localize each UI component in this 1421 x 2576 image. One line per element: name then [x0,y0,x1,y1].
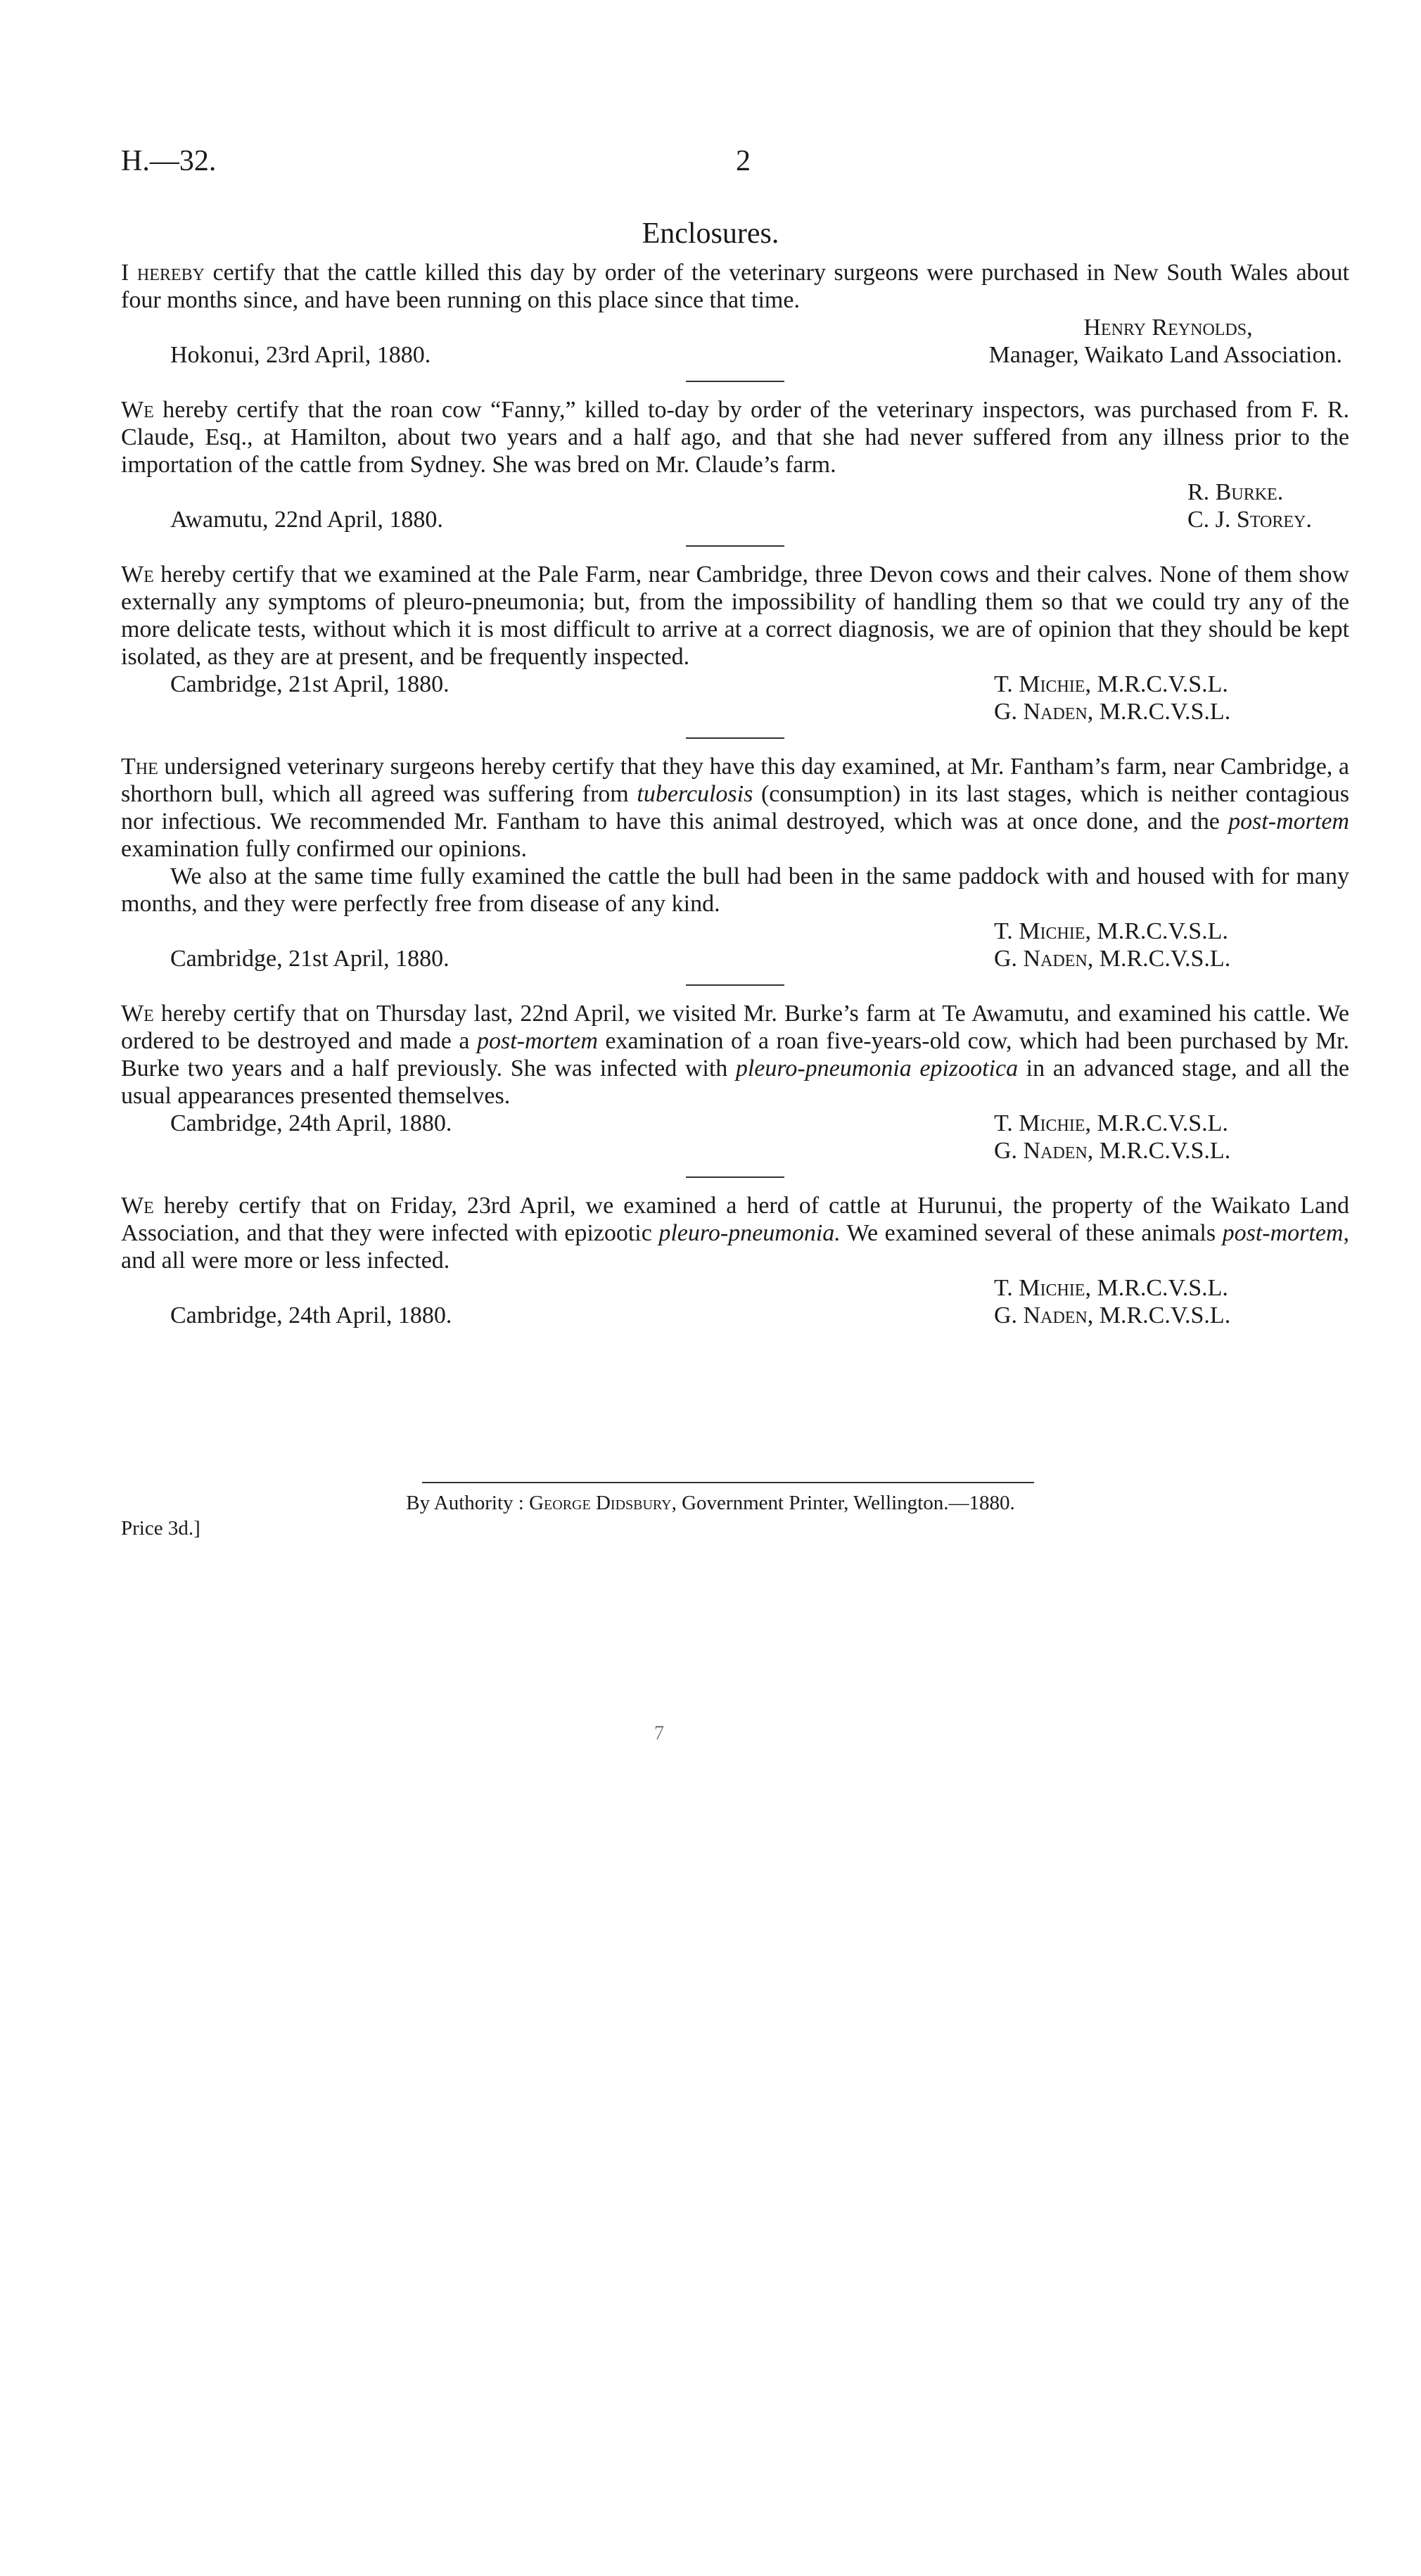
signature-row [121,478,1349,506]
section-divider [686,545,784,547]
section-divider [686,737,784,739]
certificate-reynolds [121,259,1349,369]
signatory-naden: G. Naden, M.R.C.V.S.L. [994,699,1231,725]
signature-row [121,918,1349,945]
certificate-burke-storey [121,396,1349,533]
emphasis-term: post-mortem [1228,808,1349,835]
place-date: Hokonui, 23rd April, 1880. [170,342,431,368]
certificate-body: certify that the cattle killed this day by order of the veterinary surgeons were purchased in New South Wales about four months since, and have been running on this place since that time. [121,260,1349,313]
certificate-lead: I hereby [121,260,205,286]
section-divider [686,1176,784,1178]
printer-imprint: By Authority : George Didsbury, Government Printer, Wellington.—1880. [406,1492,1015,1514]
place-date-row [121,671,1349,725]
signatory-michie: T. Michie, M.R.C.V.S.L. [994,671,1228,697]
certificate-text [121,259,1349,314]
certificate-burke-farm [121,1000,1349,1165]
place-date-row [121,341,1349,369]
certificate-pale-farm [121,561,1349,725]
signatory-name: C. J. Storey. [1187,507,1312,533]
page-header [121,144,1349,186]
place-date: Cambridge, 24th April, 1880. [170,1110,452,1136]
certificate-text [121,396,1349,478]
emphasis-term: post-mortem [477,1028,598,1054]
section-title: Enclosures. [642,217,779,250]
certificate-lead: We [121,1193,154,1219]
certificate-paragraph-2: We also at the same time fully examined the cattle the bull had been in the same paddock with and housed with for many months, and they were perfectly free from disease of any kind. [121,863,1349,917]
place-date-row [121,506,1349,533]
emphasis-term: pleuro-pneumonia. [658,1220,841,1246]
emphasis-term: pleuro-pneumonia epizootica [735,1055,1019,1081]
section-divider [686,381,784,382]
certificate-text: We hereby certify that on Thursday last, 22nd April, we visited Mr. Burke’s farm at Te Awamutu, and examined his cattle. We ordered to be destroyed and made a post-mortem examination of a roan five-years-old cow, which had been purchased by Mr. Burke two years and a half previously. She was infected with pleuro-pneumonia epizootica in an advanced stage, and all the usual appearances presented themselves. [121,1001,1350,1109]
signatory-michie: T. Michie, M.R.C.V.S.L. [994,1275,1228,1301]
place-date: Cambridge, 24th April, 1880. [170,1302,452,1328]
certificate-text: The undersigned veterinary surgeons hereby certify that they have this day examined, at Mr. Fantham’s farm, near Cambridge, a shorthorn bull, which all agreed was suffering from tuberculosis (consumption) in its last stages, which is neither contagious nor infectious. We recommended Mr. Fantham to have this animal destroyed, which was at once done, and the post-mortem examination fully confirmed our opinions. [121,754,1349,862]
section-divider [686,984,784,986]
footer-rule [422,1482,1034,1483]
document-code: H.—32. [121,145,217,177]
place-date: Cambridge, 21st April, 1880. [170,946,450,972]
certificate-lead: We [121,1001,154,1027]
certificate-hurunui [121,1192,1349,1329]
signature-row [121,314,1349,341]
signatory-naden: G. Naden, M.R.C.V.S.L. [994,1138,1231,1164]
certificate-fantham-farm [121,753,1349,972]
price-label: Price 3d.] [121,1517,200,1540]
signatory-name: R. Burke. [1187,479,1284,505]
page-number: 2 [736,145,751,177]
signatory-title: Manager, Waikato Land Association. [988,342,1342,368]
signature-row [121,1274,1349,1302]
certificate-body: hereby certify that the roan cow “Fanny,” killed to-day by order of the veterinary inspectors, was purchased from F. R. Claude, Esq., at Hamilton, about two years and a half ago, and that she had never suffered from any illness prior to the importation of the cattle from Sydney. She was bred on Mr. Claude’s farm. [121,397,1349,478]
signatory-name: Henry Reynolds, [1083,315,1253,341]
margin-mark: 7 [654,1722,664,1744]
certificate-body: hereby certify that we examined at the Pale Farm, near Cambridge, three Devon cows and their calves. None of them show externally any symptoms of pleuro-pneumonia; but, from the impossibility of handling them so that we could try any of the more delicate tests, without which it is most difficult to arrive at a correct diagnosis, we are of opinion that they should be kept isolated, as they are at present, and be frequently inspected. [121,561,1349,670]
signatory-naden: G. Naden, M.R.C.V.S.L. [994,1302,1231,1328]
enclosures-body [121,259,1349,1329]
certificate-lead: The [121,754,158,780]
certificate-lead: We [121,561,154,588]
signatory-michie: T. Michie, M.R.C.V.S.L. [994,1110,1228,1136]
place-date-row [121,945,1349,972]
place-date-row [121,1110,1349,1165]
certificate-lead: We [121,397,154,423]
emphasis-term: post-mortem [1222,1220,1344,1246]
signatory-michie: T. Michie, M.R.C.V.S.L. [994,918,1228,944]
certificate-text: We hereby certify that on Friday, 23rd April, we examined a herd of cattle at Hurunui, the property of the Waikato Land Association, and that they were infected with epizootic pleuro-pneumonia. We examined several of these animals post-mortem, and all were more or less infected. [121,1193,1349,1274]
certificate-text [121,561,1349,671]
emphasis-term: tuberculosis [637,781,753,807]
printer-name: George Didsbury [529,1492,672,1514]
place-date: Cambridge, 21st April, 1880. [170,671,450,697]
place-date-row [121,1302,1349,1329]
place-date: Awamutu, 22nd April, 1880. [170,507,443,533]
signatory-naden: G. Naden, M.R.C.V.S.L. [994,946,1231,972]
